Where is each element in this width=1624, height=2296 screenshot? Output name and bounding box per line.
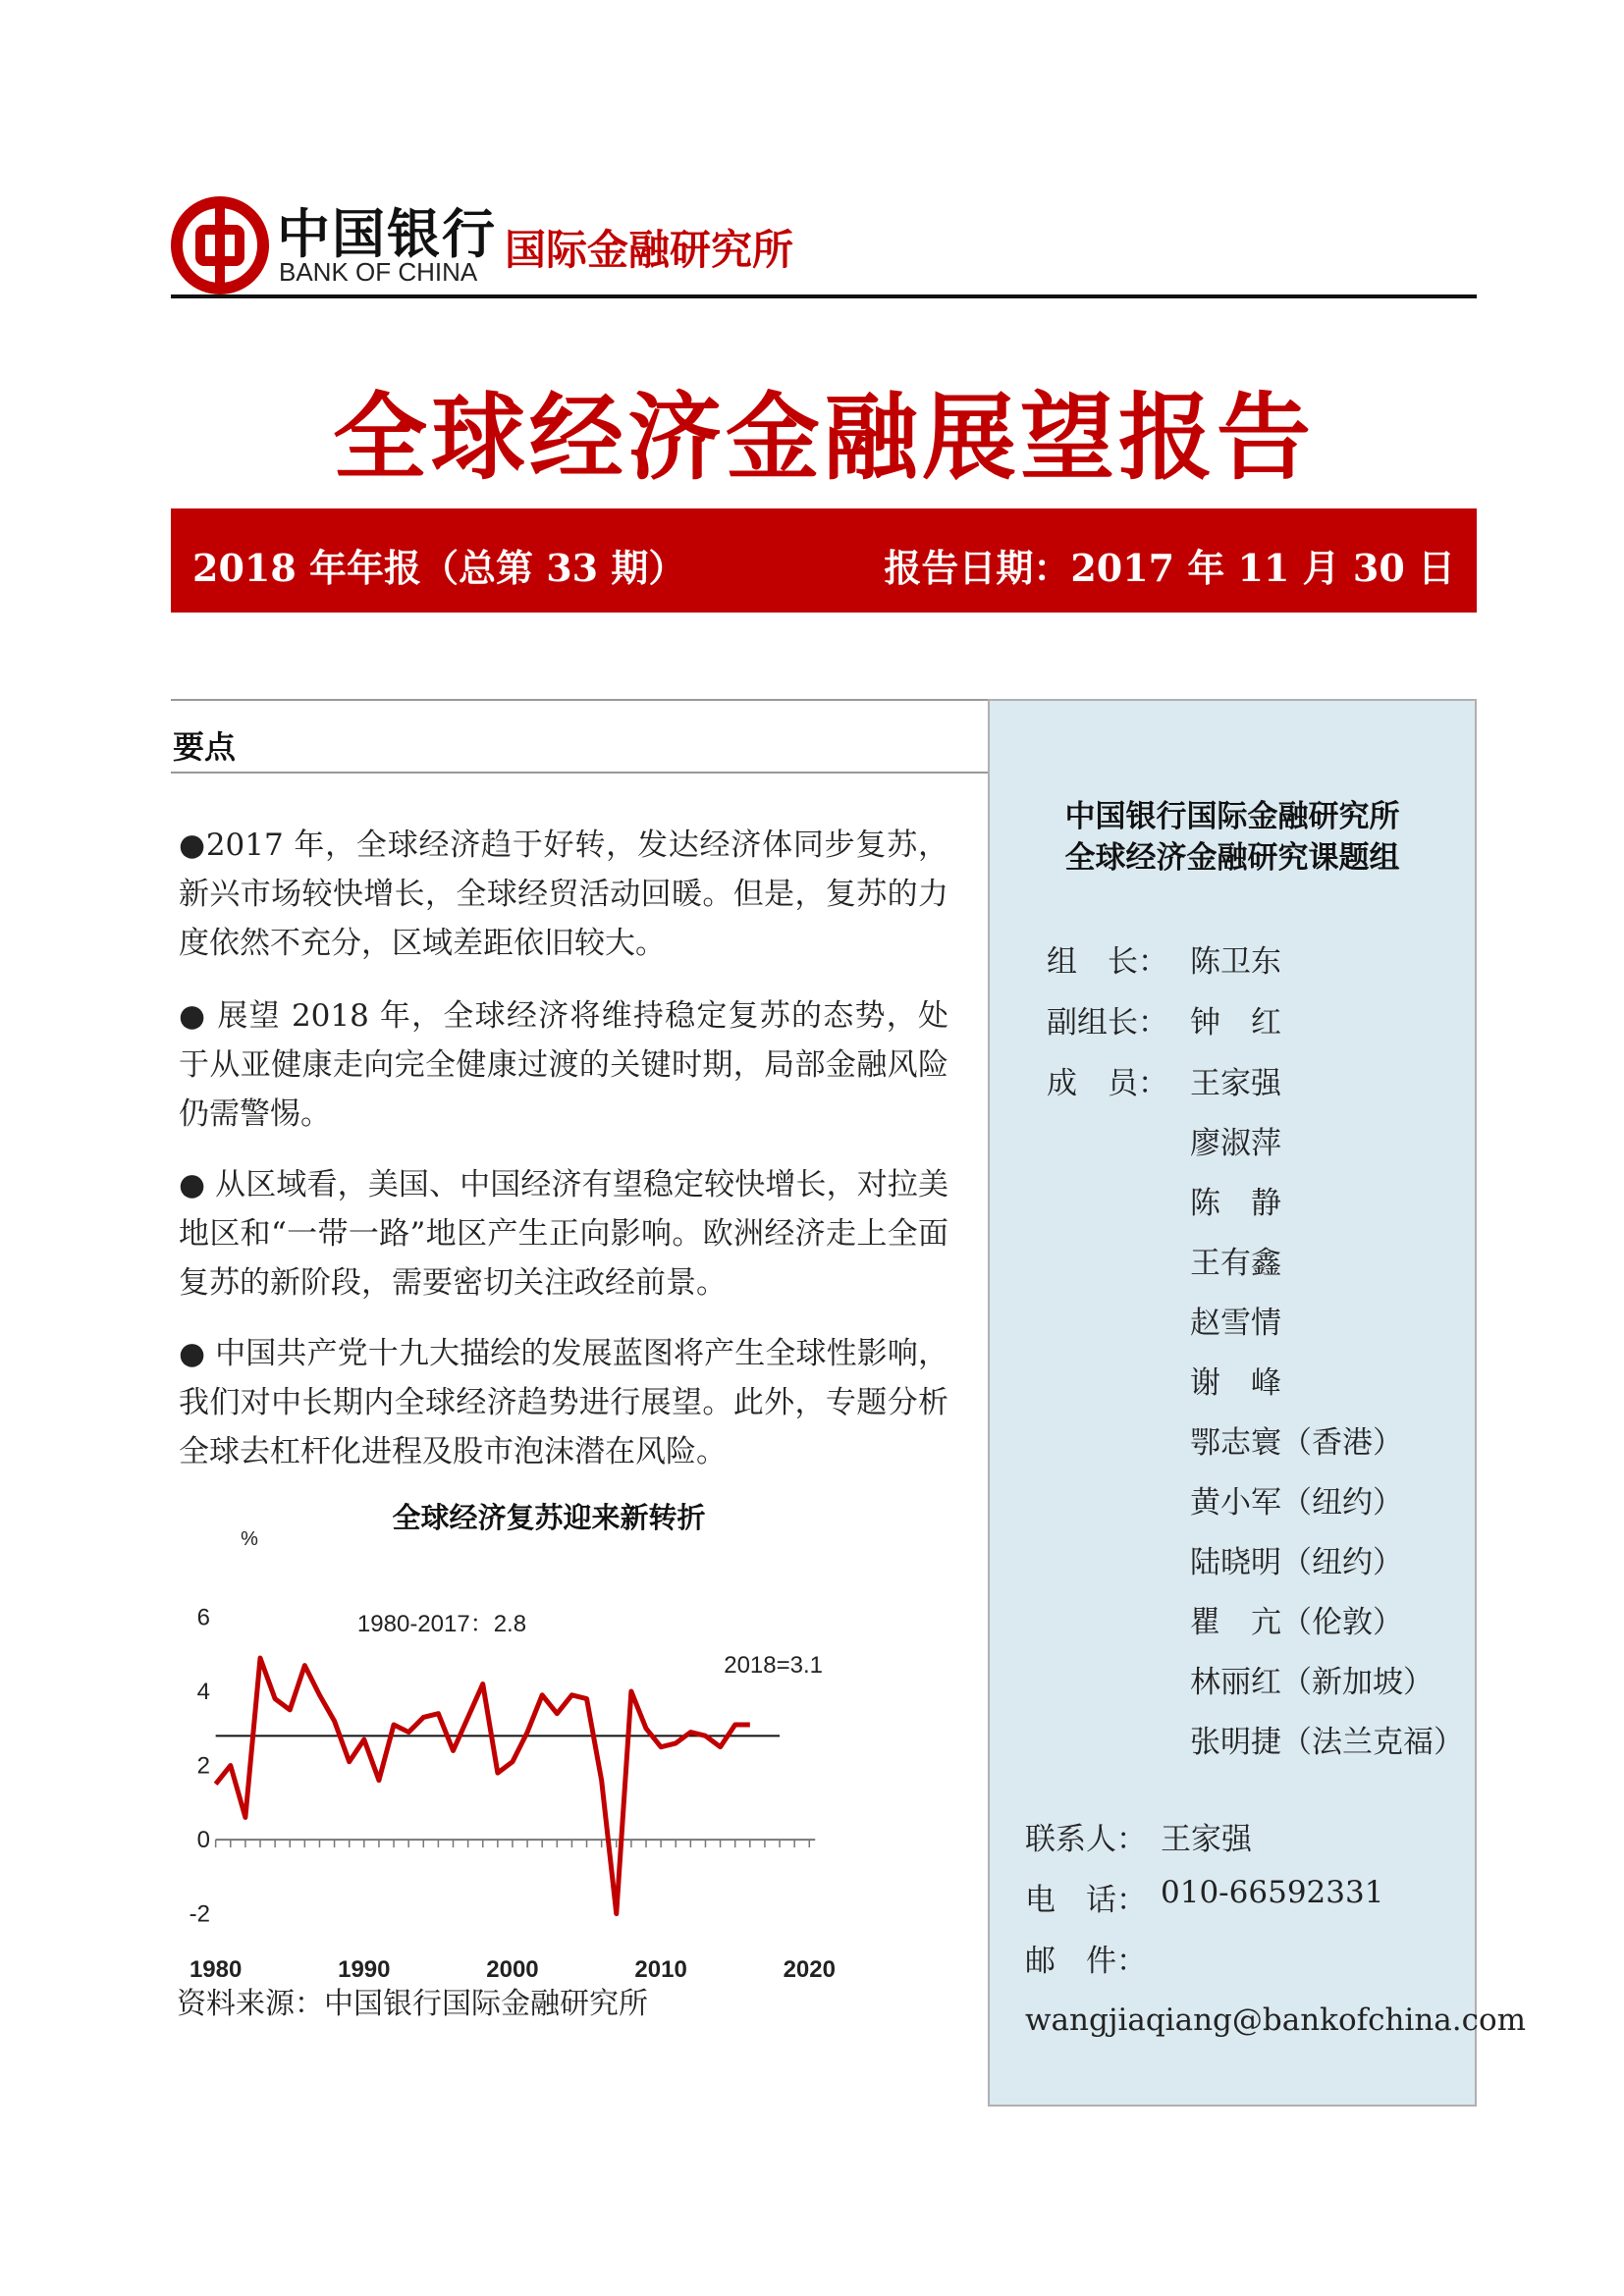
logo-english-text: BANK OF CHINA — [279, 257, 478, 287]
key-points-top-rule — [171, 699, 988, 701]
members-role: 成 员： — [1047, 1066, 1168, 1101]
contact-name: 王家强 — [1161, 1822, 1252, 1857]
chart-title: 全球经济复苏迎来新转折 — [392, 1501, 706, 1534]
member-name: 王有鑫 — [1190, 1246, 1281, 1281]
chart-y-unit: % — [241, 1528, 258, 1550]
member-name: 谢 峰 — [1190, 1365, 1281, 1401]
leader-role: 组 长： — [1047, 944, 1168, 980]
y-tick-label: 6 — [196, 1604, 210, 1631]
deputy-name: 钟 红 — [1190, 1005, 1281, 1041]
y-tick-label: -2 — [189, 1900, 210, 1928]
x-tick-label: 2010 — [634, 1956, 687, 1983]
contact-label: 联系人： — [1025, 1822, 1147, 1857]
leader-name: 陈卫东 — [1190, 944, 1281, 980]
sidebar-heading: 中国银行国际金融研究所 — [1064, 799, 1400, 834]
member-name: 廖淑萍 — [1190, 1126, 1281, 1161]
y-tick-label: 4 — [196, 1679, 210, 1706]
email-label: 邮 件： — [1025, 1944, 1147, 1979]
x-tick-label: 2020 — [783, 1956, 836, 1983]
key-points-heading: 要点 — [173, 728, 237, 766]
header-divider — [171, 294, 1477, 298]
research-team-sidebar — [988, 699, 1527, 2107]
key-point: ● 从区域看，美国、中国经济有望稳定较快增长，对拉美地区和“一带一路”地区产生正向影响。欧洲经济走上全面复苏的新阶段，需要密切关注政经前景。 — [179, 1167, 948, 1301]
key-points-divider — [171, 772, 988, 774]
member-name: 王家强 — [1190, 1066, 1281, 1101]
x-tick-label: 1980 — [189, 1956, 243, 1983]
key-point: ●2017 年，全球经济趋于好转，发达经济体同步复苏，新兴市场较快增长，全球经贸活动回暖。但是，复苏的力度依然不充分，区域差距依旧较大。 — [179, 828, 948, 961]
deputy-role: 副组长： — [1047, 1005, 1168, 1041]
key-point: ● 中国共产党十九大描绘的发展蓝图将产生全球性影响，我们对中长期内全球经济趋势进行展望。此外，专题分析全球去杠杆化进程及股市泡沫潜在风险。 — [179, 1336, 948, 1469]
email-address[interactable]: wangjiaqiang@bankofchina.com — [1025, 2002, 1527, 2038]
member-name: 黄小军（纽约） — [1190, 1485, 1403, 1521]
bank-of-china-logo — [171, 196, 269, 294]
member-name: 鄂志寰（香港） — [1190, 1425, 1403, 1461]
phone-label: 电 话： — [1025, 1883, 1147, 1918]
phone-number[interactable]: 010-66592331 — [1161, 1875, 1384, 1910]
y-tick-label: 2 — [196, 1752, 210, 1780]
gdp-growth-chart — [171, 1498, 897, 1989]
member-name: 陆晓明（纽约） — [1190, 1545, 1403, 1580]
institute-name: 国际金融研究所 — [505, 226, 794, 274]
report-title: 全球经济金融展望报告 — [333, 382, 1315, 493]
issue-banner — [171, 508, 1477, 613]
logo-chinese-text: 中国银行 — [277, 202, 497, 265]
average-label: 1980-2017：2.8 — [356, 1611, 527, 1637]
chart-source: 资料来源：中国银行国际金融研究所 — [177, 1987, 648, 2021]
key-point: ● 展望 2018 年，全球经济将维持稳定复苏的态势，处于从亚健康走向完全健康过渡的关键时期，局部金融风险仍需警惕。 — [179, 998, 948, 1132]
x-tick-label: 1990 — [338, 1956, 391, 1983]
gdp-growth-series — [216, 1658, 750, 1914]
forecast-label: 2018=3.1 — [724, 1652, 823, 1679]
member-name: 赵雪情 — [1190, 1306, 1281, 1341]
y-tick-label: 0 — [196, 1827, 210, 1854]
issue-number: 2018 年年报（总第 33 期） — [192, 546, 686, 590]
member-name: 瞿 亢（伦敦） — [1190, 1605, 1403, 1640]
report-date: 报告日期：2017 年 11 月 30 日 — [884, 546, 1455, 590]
x-tick-label: 2000 — [486, 1956, 539, 1983]
member-name: 林丽红（新加坡） — [1190, 1665, 1434, 1700]
member-name: 张明捷（法兰克福） — [1190, 1725, 1464, 1760]
sidebar-subheading: 全球经济金融研究课题组 — [1064, 840, 1400, 876]
member-name: 陈 静 — [1190, 1186, 1281, 1221]
